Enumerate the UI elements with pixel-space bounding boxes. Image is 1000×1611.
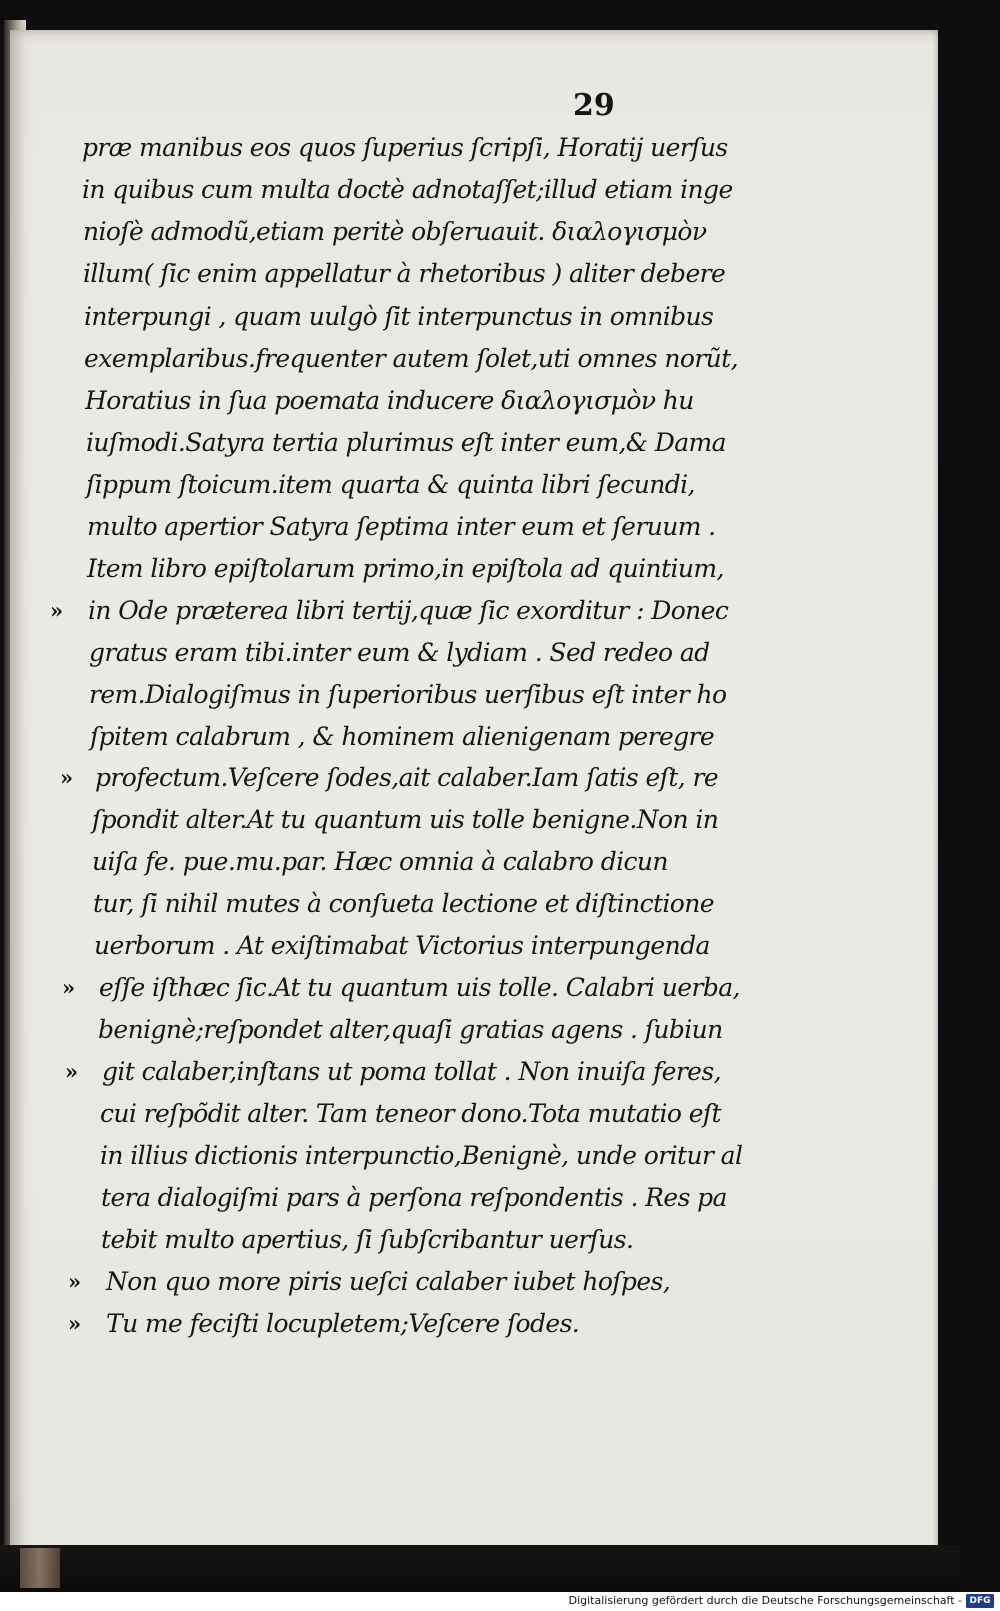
dfg-logo: DFG — [966, 1594, 994, 1608]
text-line-9: ſippum ſtoicum.item quarta & quinta libri ſecundi, — [86, 470, 695, 499]
text-line-22: benignè;reſpondet alter,quaſi gratias agens . ſubiun — [98, 1015, 723, 1044]
text-line-3: nioſè admodũ,etiam peritè obſeruauit. διαλογισμὸν — [83, 217, 707, 246]
footer-bar — [0, 1592, 1000, 1611]
text-line-16: profectum.Veſcere ſodes,ait calaber.Iam ſatis eſt, re — [95, 763, 719, 792]
marginal-quote-mark: » — [65, 1059, 79, 1084]
text-line-4: illum( ſic enim appellatur à rhetoribus ) aliter debere — [83, 259, 726, 288]
text-line-10: multo apertior Satyra ſeptima inter eum et ſeruum . — [87, 512, 716, 541]
text-line-6: exemplaribus.frequenter autem ſolet,uti omnes norũt, — [84, 344, 738, 373]
marginal-quote-mark: » — [68, 1269, 82, 1294]
marginal-quote-mark: » — [50, 598, 64, 623]
text-line-27: tebit multo apertius, ſi ſubſcribantur uerſus. — [101, 1225, 634, 1254]
text-line-7: Horatius in ſua poemata inducere διαλογισμὸν hu — [85, 386, 694, 415]
text-line-29: Tu me feciſti locupletem;Veſcere ſodes. — [106, 1309, 580, 1338]
page-number: 29 — [573, 88, 615, 123]
text-line-20: uerborum . At exiſtimabat Victorius interpungenda — [94, 931, 710, 960]
text-line-25: in illius dictionis interpunctio,Benignè, unde oritur al — [100, 1141, 743, 1170]
text-line-23: git calaber,inſtans ut poma tollat . Non inuiſa feres, — [102, 1057, 721, 1086]
text-line-14: rem.Dialogiſmus in ſuperioribus uerſibus eſt inter ho — [89, 680, 727, 709]
text-line-12: in Ode præterea libri tertij,quæ ſic exorditur : Donec — [88, 596, 729, 625]
marginal-quote-mark: » — [62, 975, 76, 1000]
text-line-19: tur, ſi nihil mutes à conſueta lectione et diſtinctione — [93, 889, 714, 918]
text-line-13: gratus eram tibi.inter eum & lydiam . Sed redeo ad — [89, 638, 710, 667]
text-line-24: cui reſpõdit alter. Tam teneor dono.Tota mutatio eſt — [100, 1099, 721, 1128]
text-line-2: in quibus cum multa doctè adnotaſſet;illud etiam inge — [82, 175, 733, 204]
text-line-26: tera dialogiſmi pars à perſona reſpondentis . Res pa — [101, 1183, 727, 1212]
marginal-quote-mark: » — [68, 1311, 82, 1336]
text-line-17: ſpondit alter.At tu quantum uis tolle benigne.Non in — [92, 805, 719, 834]
text-line-5: interpungi , quam uulgò ſit interpunctus in omnibus — [84, 302, 714, 331]
footer-credit-text: Digitalisierung gefördert durch die Deutsche Forschungsgemeinschaft - — [568, 1594, 962, 1607]
text-line-1: præ manibus eos quos ſuperius ſcripſi, Horatij uerſus — [82, 133, 728, 162]
text-line-28: Non quo more piris ueſci calaber iubet hoſpes, — [106, 1267, 671, 1296]
text-line-15: ſpitem calabrum , & hominem alienigenam peregre — [90, 722, 715, 751]
text-line-18: uiſa fe. pue.mu.par. Hæc omnia à calabro dicun — [92, 847, 668, 876]
marginal-quote-mark: » — [60, 765, 74, 790]
text-line-21: eſſe iſthæc ſic.At tu quantum uis tolle. Calabri uerba, — [99, 973, 740, 1002]
text-line-11: Item libro epiſtolarum primo,in epiſtola ad quintium, — [87, 554, 724, 583]
text-line-8: iuſmodi.Satyra tertia plurimus eſt inter eum,& Dama — [86, 428, 726, 457]
